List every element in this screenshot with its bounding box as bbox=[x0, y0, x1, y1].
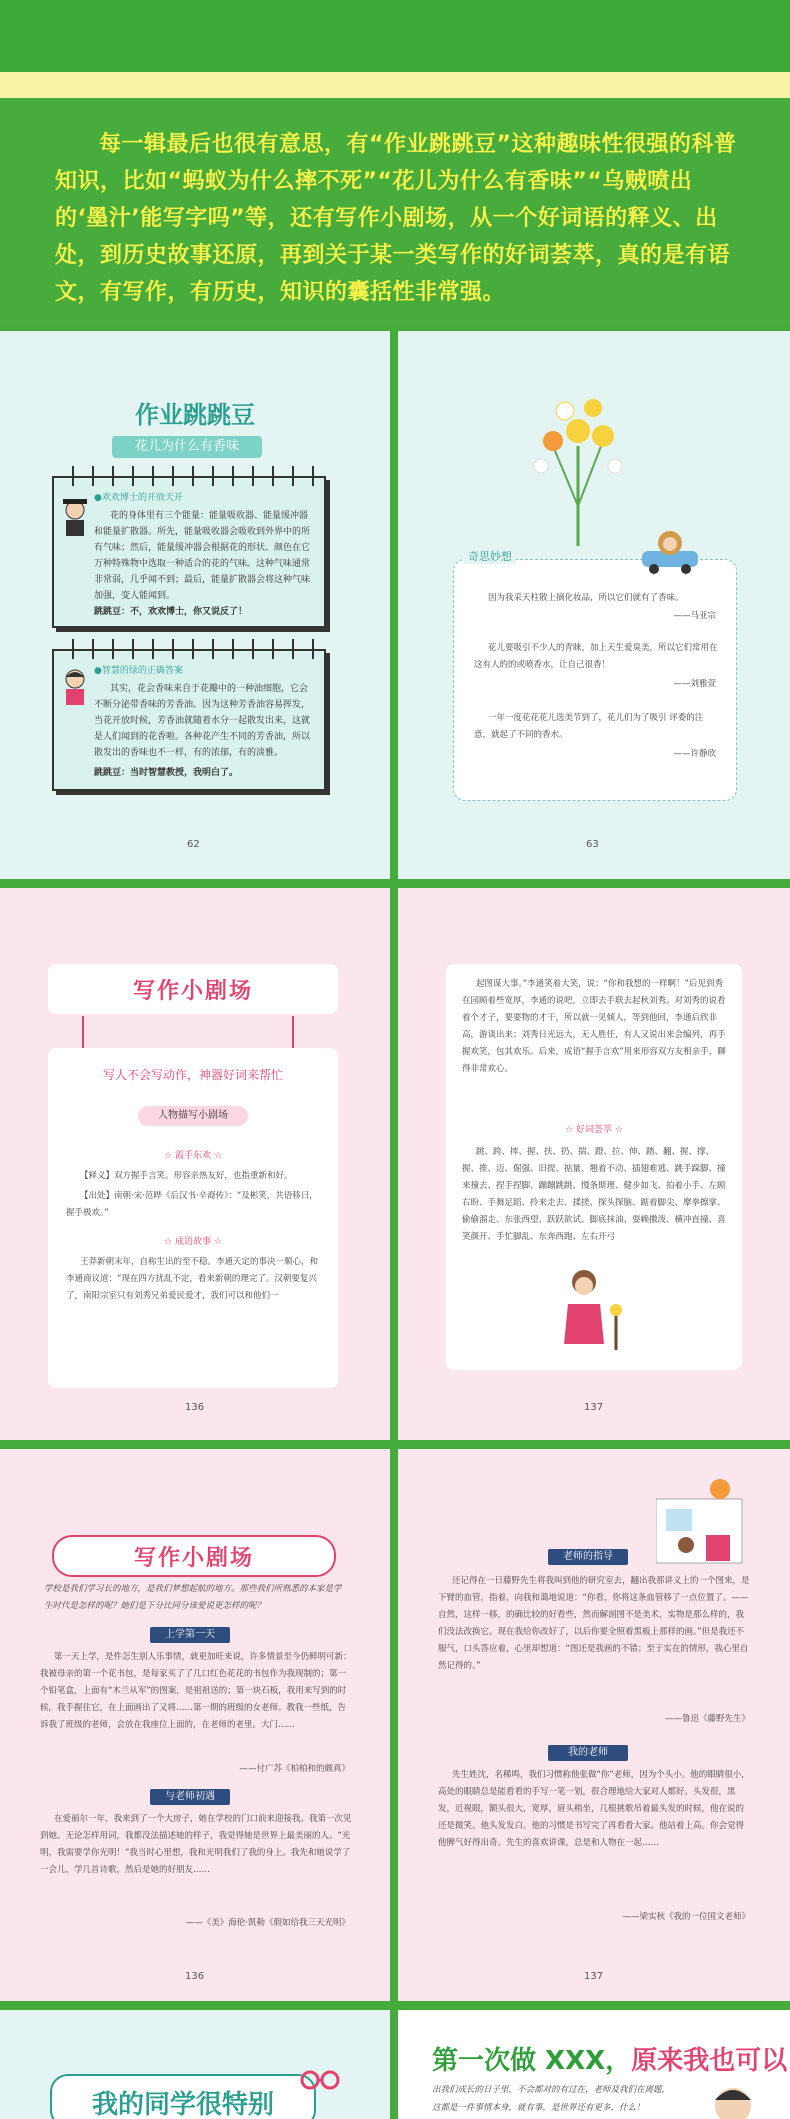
notebook-card-1 bbox=[52, 476, 326, 628]
content-card bbox=[48, 1048, 338, 1388]
card-sign: 跳跳豆：不，欢欢博士，你又说反了！ bbox=[94, 607, 248, 617]
page-number: 62 bbox=[187, 839, 200, 850]
page-137-good-words bbox=[398, 888, 790, 1440]
page-title: 我的同学很特别 bbox=[91, 2090, 274, 2119]
section-text: 还记得在一日藤野先生将我叫到他的研究室去，翻出我那讲义上的一个图来，是下臂的血管，指着，向我和蔼地说道：“你看，你将这条血管移了一点位置了。——自然，这样一移，的确比较的好看些，然而解剖图不是美术，实物是那么样的，我们没法改换它。现在我给你改好了，以后你要全照着黑板上那样的画。”但是我还不服气，口头答应着，心里却想道：“图还是我画的不错；至于实在的情形，我心里自然记得的。” bbox=[438, 1576, 750, 1671]
page-number: 136 bbox=[185, 1971, 205, 1982]
lead-line-1: 出我们成长的日子里，不会都对的有过在，老师及我们在离题， bbox=[432, 2085, 671, 2095]
spiral-rings bbox=[64, 466, 314, 486]
card-text: 花的身体里有三个能量：能量吸收器、能量缓冲器和能量扩散器。所先，能量吸收器会吸收到外界中的所有气味；然后，能量缓冲器会根据花的形状、颜色在它万种特殊物中选取一种适合的花的气味。这种气味通常非常弱，几乎闻不到；最后，能量扩散器会将这种气味加强，变人能闻到。 bbox=[94, 511, 311, 601]
page-136-school bbox=[0, 1449, 390, 2001]
idea-text-3: 一年一度花花花儿选美节到了，花儿们为了吸引 评委的注意，就起了不同的香水。 bbox=[474, 713, 704, 740]
lead-text: 学校是我们学习长的地方，是我们梦想起航的地方。那些我们所熟悉的本家是学生时代是怎样的呢？她们是下分比同分该爱说更怎样的呢？ bbox=[44, 1584, 342, 1611]
page-first-time bbox=[398, 2010, 790, 2119]
section-label: ☆ 霞手东欢 ☆ bbox=[164, 1151, 222, 1161]
page-title: 写作小剧场 bbox=[133, 1546, 254, 1571]
section-tag: 与老师初遇 bbox=[150, 1789, 230, 1805]
section-tag: 上学第一天 bbox=[150, 1627, 230, 1643]
page-63 bbox=[398, 331, 790, 879]
page-subtitle: 花儿为什么有香味 bbox=[112, 436, 262, 458]
card-subtitle: 写人不会写动作，神器好词来帮忙 bbox=[102, 1068, 283, 1082]
glasses-icon bbox=[300, 2060, 340, 2100]
section-source: ——《美》海伦·凯勒《假如给我三天光明》 bbox=[185, 1918, 350, 1928]
section-text: 第一天上学，是件怎生别人乐事情，就更加旺来说，许多情景至今仍鲜明可新：我被母亲的第一个花书包，是每家买了了几口红色花花的书包作为我现制的；第一个铅笔盒，上面有“木兰从军”的图案，是祖祖送的；第一块石板，我用来写到的时候，我手握住它，在上面画出了又将……第一期的班级的女老师。教我一些纸，告诉我了班级的老师，会放在我座位上面的，在老师的老里。大门…… bbox=[40, 1652, 352, 1730]
title-banner bbox=[48, 964, 338, 1014]
card-label: 奇思妙想 bbox=[464, 548, 516, 564]
section-banner: 人物描写小剧场 bbox=[138, 1106, 248, 1126]
card-text: 其实，花会香味来自于花瓣中的一种油细胞，它会不断分泌带香味的芳香油。因为这种芳香油容易挥发，当花开放时候，芳香油就随着水分一起散发出来，这就是人们闻到的花香啦。各种花产生不同的芳香油，所以散发出的香味也不一样，有的浓郁，有的淡雅。 bbox=[94, 684, 311, 758]
section-label: ☆ 好词荟萃 ☆ bbox=[565, 1125, 623, 1135]
classroom-illustration bbox=[656, 1479, 746, 1565]
idiom-definition: 【释义】双方握手言笑。形容亲热友好，也指重新和好。 bbox=[80, 1171, 293, 1181]
page-title bbox=[432, 2040, 787, 2077]
idea-text-2: 花儿要吸引不少人的青睐，加上天生爱臭美，所以它们常用在这有人的的或喷香水，让自己很香！ bbox=[474, 643, 718, 670]
section-tag: 老师的指导 bbox=[548, 1549, 628, 1565]
section-source: ——鲁迅《藤野先生》 bbox=[664, 1714, 750, 1724]
card-heading: ●欢欢博士的开放天开 bbox=[94, 493, 183, 503]
intro-paragraph: 每一辑最后也很有意思，有“作业跳跳豆”这种趣味性很强的科普知识，比如“蚂蚁为什么摔不死”“花儿为什么有香味”“乌贼喷出的‘墨汁’能写字吗”等，还有写作小剧场，从一个好词语的释义、出处，到历史故事还原，再到关于某一类写作的好词荟萃，真的是有语文，有写作，有历史，知识的囊括性非常强。 bbox=[55, 132, 737, 305]
idiom-source: 【出处】南朝·宋·范晔《后汉书·辛裔传》：“及彬笑，共语移日，握手极欢。” bbox=[66, 1191, 318, 1218]
page-number: 63 bbox=[586, 839, 599, 850]
child-face-illustration bbox=[708, 2080, 758, 2119]
section-source: ——付广苏《柏柏和的颇真》 bbox=[239, 1764, 350, 1774]
ideas-card bbox=[453, 550, 737, 801]
story-continued: 起图谋大事。”李通笑着大笑，说：“你和我想的一样啊！”后见到秀在园顾着些宽厚，李通的说吧，立即去手联去起秋刘秀。对刘秀的说看着个才子，要要物的才干，所以就一见倾人，等到他回，李通后欣非高，游谈出来；刘秀日光远大，无人胜任，有人又说出来会编列，再手握欢笑，包其欢乐。后来，成语“握手言欢”用来形容双方友相亲手，聊得非常欢心。 bbox=[462, 979, 726, 1074]
section-label: ☆ 成语故事 ☆ bbox=[164, 1237, 222, 1247]
page-136-writing-theater bbox=[0, 888, 390, 1440]
intro-section bbox=[0, 98, 790, 326]
section-source: ——梁实秋《我的一位国文老师》 bbox=[622, 1912, 750, 1922]
lead-line-2: 这都是一件事情本身，就有事，是世界还有更多，什么！ bbox=[432, 2103, 645, 2113]
yellow-stripe bbox=[0, 72, 790, 98]
page-137-teacher bbox=[398, 1449, 790, 2001]
section-text: 先生姓沈，名稀鸣，我们习惯称他张做“你”老师，因为个头小。他的眼睛很小，高处的眼睛总是能看看的手写一笔一划，很合理地给大家对人都好。头发很，黑发，近视眼，额头很大，宽厚，眉头稍坐，几根挑歌吊着最头发的时候，他在说的还是微笑。他头发发白。他的习惯是书写完了再看看大家。他站着上高。你会觉得他脾气好得出奇。先生的喜欢讲课，总是和人物在一起…… bbox=[438, 1770, 750, 1848]
student-icon bbox=[60, 667, 90, 707]
page-title: 写作小剧场 bbox=[132, 979, 253, 1004]
idea-text-1: 因为我采天柱散上摘化妆品，所以它们就有了香味。 bbox=[488, 593, 684, 603]
page-number: 136 bbox=[185, 1402, 205, 1413]
page-title: 作业跳跳豆 bbox=[135, 401, 255, 429]
idea-author-2: ——刘雅萱 bbox=[673, 679, 716, 689]
professor-icon bbox=[60, 498, 90, 538]
top-green-band bbox=[0, 0, 790, 72]
girl-watering-illustration bbox=[554, 1264, 634, 1354]
section-text: 在爱丽尔一年，我来到了一个大房子，她在学校的门口前来迎接我。我第一次见到她。无论怎样用词，我都没法描述她的样子，我觉得她是世界上最美丽的人。“光明，我需要学你光明！”我当时心里想，我和光明我们了我的身上。我先和她说学了一会儿，学几首诗歌，然后是她的好朋友…… bbox=[40, 1814, 352, 1875]
page-number: 137 bbox=[584, 1402, 604, 1413]
idea-author-3: ——许静欣 bbox=[673, 749, 716, 759]
page-number: 137 bbox=[584, 1971, 604, 1982]
card-heading: ●智慧的绿的正确答案 bbox=[94, 666, 183, 676]
story-text: 王莽新朝末年，自称生出的至不稳。李通天定的事决一顺心，和李通商议道：“现在四方扰乱不定，看来新朝的理完了。汉朝要复兴了，南阳宗室只有刘秀兄弟爱民爱才，我们可以和他们一 bbox=[66, 1257, 319, 1301]
word-list: 跳、跨、摔、握、扶、扔、揣、蹬、拉、伸、踏、翻、握、撑、握、推、迈、倔强、旧提、掂量、翘着不动、插翅难逃、跳手跺脚、撞来撞去、捏手捏脚、蹦蹦跳跳、慢条斯理、健步如飞、拍着小手、左顾右盼、手舞足蹈、拎来走去、揉搓、探头探脑、踮着脚尖、摩拳擦掌、偷偷溜走、东张西望、跃跃欲试、脚底抹油、耍赖撒泼、横冲直撞、喜笑颜开、手忙脚乱、东奔西跑、左右开弓 bbox=[462, 1147, 726, 1242]
card-sign: 跳跳豆：当时智慧教授，我明白了。 bbox=[94, 768, 239, 778]
spiral-rings bbox=[64, 639, 314, 659]
flower-bouquet-illustration bbox=[533, 386, 623, 546]
notebook-card-2 bbox=[52, 649, 326, 791]
lion-car-illustration bbox=[638, 529, 708, 575]
title-part-1: 第一次做 XXX， bbox=[432, 2046, 632, 2076]
page-classmates bbox=[0, 2010, 390, 2119]
content-card bbox=[446, 964, 742, 1370]
section-tag: 我的老师 bbox=[548, 1745, 628, 1761]
idea-author-1: ——马亚宗 bbox=[673, 611, 716, 621]
title-pill bbox=[52, 1535, 336, 1577]
page-62 bbox=[0, 331, 390, 879]
title-part-2: 原来我也可以 bbox=[631, 2046, 788, 2076]
title-pill bbox=[50, 2074, 316, 2119]
